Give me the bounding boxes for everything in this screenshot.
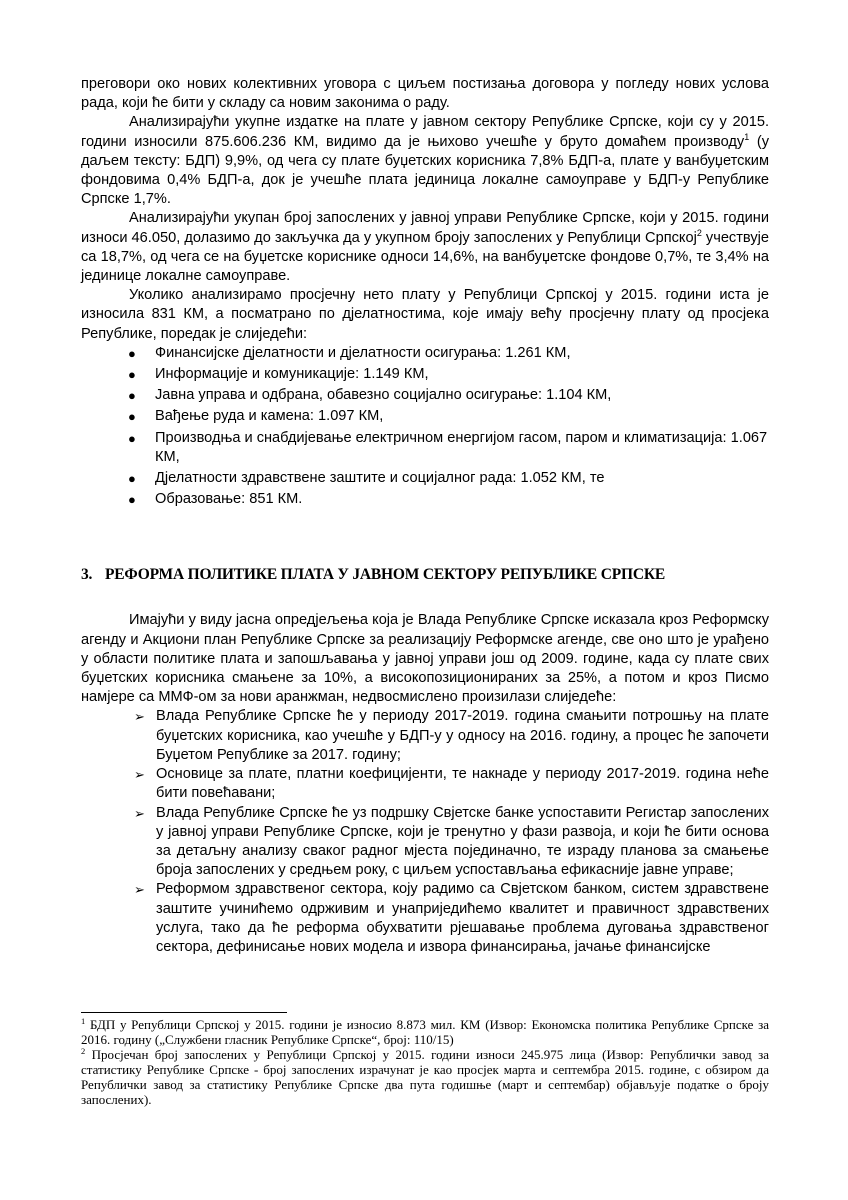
arrow-bullet-icon: ➢ xyxy=(134,805,145,821)
bullet-icon: ● xyxy=(128,430,136,446)
arrow-bullet-icon: ➢ xyxy=(134,882,145,898)
paragraph-continuation: преговори око нових колективних уговора с циљем постизања договора у погледу нових услова рада, који ће бити у складу са новим законима о раду. xyxy=(81,76,769,112)
list-item xyxy=(128,344,769,365)
list-item xyxy=(128,407,769,428)
list-item-text: Влада Републике Српске ће уз подршку Свјетске банке успоставити Регистар запослених у јавној управи Републике Српске, који је тренутно у фази развоја, и који ће бити основа за детаљну анализу сваког радног мјеста појединачно, те израду планова за смањење броја запослених у средњем року, с циљем успостављања ефикасније јавне управе; xyxy=(156,804,769,879)
list-item xyxy=(134,707,769,765)
footnote-ref-2[interactable]: 2 xyxy=(696,227,702,238)
footnote-1 xyxy=(81,1017,769,1047)
list-item-text: Информације и комуникације: 1.149 КМ, xyxy=(155,366,429,383)
bullet-icon: ● xyxy=(128,388,136,404)
paragraph-expenditure xyxy=(81,113,769,209)
bullet-icon: ● xyxy=(128,471,136,487)
paragraph-section-intro: Имајући у виду јасна опредјељења која је Влада Републике Српске исказала кроз Реформску агенду и Акциони план Републике Српске за реализацију Реформске агенде, све оно што је урађено у области политике плата и запошљавања у јавној управи још од 2009. године, када су плате свих буџетских корисника смањене за 10%, а високопозиционираних за 25%, а потом и кроз Писмо намјере са ММФ-ом за нови аранжман, недвосмислено произилази слиједеће: xyxy=(81,612,769,706)
footnote-2 xyxy=(81,1047,769,1107)
list-item-text: Финансијске дјелатности и дјелатности осигурања: 1.261 КМ, xyxy=(155,344,571,361)
paragraph-expenditure-text-a: Анализирајући укупне издатке на плате у јавном сектору Републике Српске, који су у 2015. години износили 875.606.236 КМ, видимо да је њихово учешће у бруто домаћем производу xyxy=(81,114,769,150)
list-item xyxy=(128,386,769,407)
arrow-bullet-icon: ➢ xyxy=(134,767,145,783)
list-item xyxy=(128,365,769,386)
paragraph-employees-text-a: Анализирајући укупан број запослених у јавној управи Републике Српске, који у 2015. години износи 46.050, долазимо до закључка да у укупном броју запослених у Републици Српској xyxy=(81,210,769,246)
list-item xyxy=(128,490,769,511)
paragraph-employees xyxy=(81,209,769,286)
footnote-1-mark: 1 xyxy=(81,1016,86,1026)
salary-by-activity-list xyxy=(81,344,769,512)
paragraph-expenditure-text-b: (у даљем тексту: БДП) 9,9%, од чега су плате буџетских корисника 7,8% БДП-а, плате у ванбуџетским фондовима 0,4% БДП-а, док је учешће плата јединица локалне самоуправе у БДП-у Републике Српске 1,7%. xyxy=(81,133,770,208)
list-item xyxy=(134,804,769,881)
list-item-text: Влада Републике Српске ће у периоду 2017-2019. година смањити потрошњу на плате буџетских корисника, као учешће у БДП-у у односу на 2016. годину, а процес ће започети Буџетом Републике за 2017. годину; xyxy=(156,708,769,763)
arrow-bullet-icon: ➢ xyxy=(134,709,145,725)
footnote-ref-1[interactable]: 1 xyxy=(744,131,750,142)
footnote-2-text: Просјечан број запослених у Републици Српској у 2015. години износи 245.975 лица (Извор: Републички завод за статистику Републике Српске - број запослених израчунат је као просјек марта и септембра 2015. године, с обзиром да Републички завод за статистику Републике Српске два пута годишње (март и септембар) објављује податке о броју запослених). xyxy=(81,1047,769,1107)
section-heading xyxy=(81,565,769,585)
list-item-text: Јавна управа и одбрана, обавезно социјално осигурање: 1.104 КМ, xyxy=(155,387,612,404)
paragraph-employees-text-b: учествује са 18,7%, од чега се на буџетске кориснике односи 14,6%, на ванбуџетске фондове 0,7%, те 3,4% на јединице локалне самоуправе. xyxy=(81,229,769,285)
bullet-icon: ● xyxy=(128,492,136,508)
footnote-divider xyxy=(81,1012,287,1013)
list-item-text: Производња и снабдијевање електричном енергијом гасом, паром и климатизација: 1.067 КМ, xyxy=(155,429,768,465)
list-item xyxy=(134,880,769,957)
body-text xyxy=(81,75,769,957)
footnote-2-mark: 2 xyxy=(81,1046,86,1056)
bullet-icon: ● xyxy=(128,409,136,425)
list-item-text: Реформом здравственог сектора, коју радимо са Свјетском банком, систем здравствене заштите учинићемо одрживим и унаприједићемо квалитет и правичност здравствених услуга, тако да ће реформа обухватити рјешавање проблема дуговања здравственог сектора, дефинисање нових модела и извора финансирања, јачање финансијске xyxy=(156,881,769,955)
list-item-text: Вађење руда и камена: 1.097 КМ, xyxy=(155,408,384,425)
footnotes xyxy=(81,1012,769,1107)
list-item-text: Образовање: 851 КМ. xyxy=(155,491,303,508)
list-item xyxy=(128,429,769,469)
list-item xyxy=(128,469,769,490)
bullet-icon: ● xyxy=(128,345,136,361)
section-number: 3. xyxy=(81,566,93,584)
list-item xyxy=(134,765,769,803)
list-item-text: Дјелатности здравствене заштите и социјалног рада: 1.052 КМ, те xyxy=(155,470,605,487)
reform-measures-list xyxy=(81,707,769,957)
list-item-text: Основице за плате, платни коефицијенти, те накнаде у периоду 2017-2019. година неће бити повећавани; xyxy=(156,766,769,802)
section-title: РЕФОРМА ПОЛИТИКЕ ПЛАТА У ЈАВНОМ СЕКТОРУ РЕПУБЛИКЕ СРПСКЕ xyxy=(105,566,665,584)
bullet-icon: ● xyxy=(128,367,136,383)
paragraph-average-salary: Уколико анализирамо просјечну нето плату у Републици Српској у 2015. години иста је износила 831 КМ, а посматрано по дјелатностима, које имају већу просјечну плату од просјека Републике, поредак је слиједећи: xyxy=(81,287,769,342)
footnote-1-text: БДП у Републици Српској у 2015. години је износио 8.873 мил. КМ (Извор: Економска политика Републике Српске за 2016. годину („Службени гласник Републике Српске“, број: 110/15) xyxy=(81,1017,769,1047)
